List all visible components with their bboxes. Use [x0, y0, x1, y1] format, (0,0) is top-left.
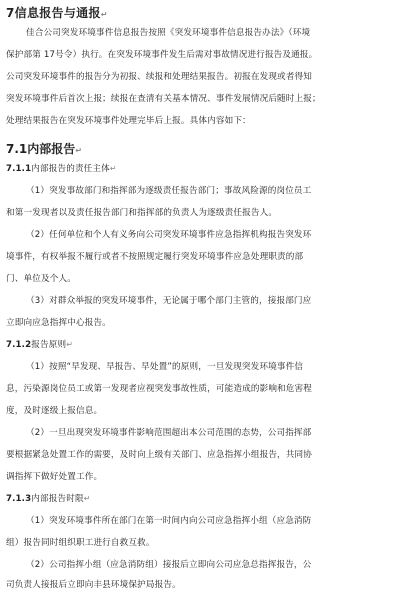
heading-number: 7.1.1	[6, 164, 32, 174]
s712-p1-line-3: 度，及时逐级上报信息。	[6, 406, 103, 416]
heading-7-1-2: 7.1.2报告原则↵	[6, 340, 74, 350]
intro-line-3: 公司突发环境事件的报告分为初报、续报和处理结果报告。初报在发现或者得知	[6, 72, 313, 82]
s711-p1-line-2: 和第一发现者以及责任报告部门和指挥部的负责人为逐级责任报告人。	[6, 208, 278, 218]
s711-p2-line-2: 境事件，有权举报不履行或者不按照规定履行突发环境事件应急处理职责的部	[6, 252, 304, 262]
s712-p1-line-1: （1）按照“早发现、早报告、早处置”的原则，一旦发现突发环境事件信	[26, 362, 304, 372]
heading-label: 内部报告的责任主体	[31, 164, 110, 174]
intro-line-4: 突发环境事件后首次上报；续报在查清有关基本情况、事件发展情况后随时上报；	[6, 94, 321, 104]
intro-line-5: 处理结果报告在突发环境事件处理完毕后上报。具体内容如下：	[6, 116, 251, 126]
heading-number: 7.1.2	[6, 340, 32, 350]
heading-7-1-1: 7.1.1内部报告的责任主体↵	[6, 164, 117, 174]
heading-label: 报告原则	[31, 340, 67, 350]
section-title: 7信息报告与通报↵	[6, 6, 108, 20]
s713-p1-line-2: 组）报告同时组织职工进行自救互救。	[6, 538, 155, 548]
s712-p1-line-2: 息，污染源岗位员工或第一发现者应视突发事故性质，可能造成的影响和危害程	[6, 384, 313, 394]
s711-p3-line-2: 立即向应急指挥中心报告。	[6, 318, 111, 328]
subsection-title: 7.1内部报告↵	[6, 142, 82, 156]
s711-p3-line-1: （3）对群众举报的突发环境事件，无论属于哪个部门主管的，接报部门应	[26, 296, 312, 306]
s711-p2-line-1: （2）任何单位和个人有义务向公司突发环境事件应急指挥机构报告突发环	[26, 230, 312, 240]
intro-line-2: 保护部第 17号令）执行。在突发环境事件发生后需对事故情况进行报告及通报。	[6, 50, 318, 60]
s712-p2-line-3: 调指挥下做好处置工作。	[6, 472, 103, 482]
heading-label: 内部报告时限	[31, 494, 84, 504]
s712-p2-line-1: （2）一旦出现突发环境事件影响范围超出本公司范围的态势，公司指挥部	[26, 428, 312, 438]
s711-p2-line-3: 门、单位及个人。	[6, 274, 76, 284]
s711-p1-line-1: （1）突发事故部门和指挥部为逐级责任报告部门；事故风险源的岗位员工	[26, 186, 312, 196]
intro-line-1: 佳合公司突发环境事件信息报告按照《突发环境事件信息报告办法》（环境	[26, 28, 311, 38]
heading-7-1-3: 7.1.3内部报告时限↵	[6, 494, 91, 504]
s712-p2-line-2: 要根据紧急处置工作的需要，及时向上级有关部门、应急指挥小组报告，共同协	[6, 450, 313, 460]
s713-p2-line-1: （2）公司指挥小组（应急消防组）接报后立即向公司应急总指挥报告，公	[26, 560, 312, 570]
s713-p2-line-2: 司负责人接报后立即向丰县环境保护局报告。	[6, 580, 181, 590]
heading-number: 7.1.3	[6, 494, 32, 504]
s713-p1-line-1: （1）突发环境事件所在部门在第一时间内向公司应急指挥小组（应急消防	[26, 516, 312, 526]
